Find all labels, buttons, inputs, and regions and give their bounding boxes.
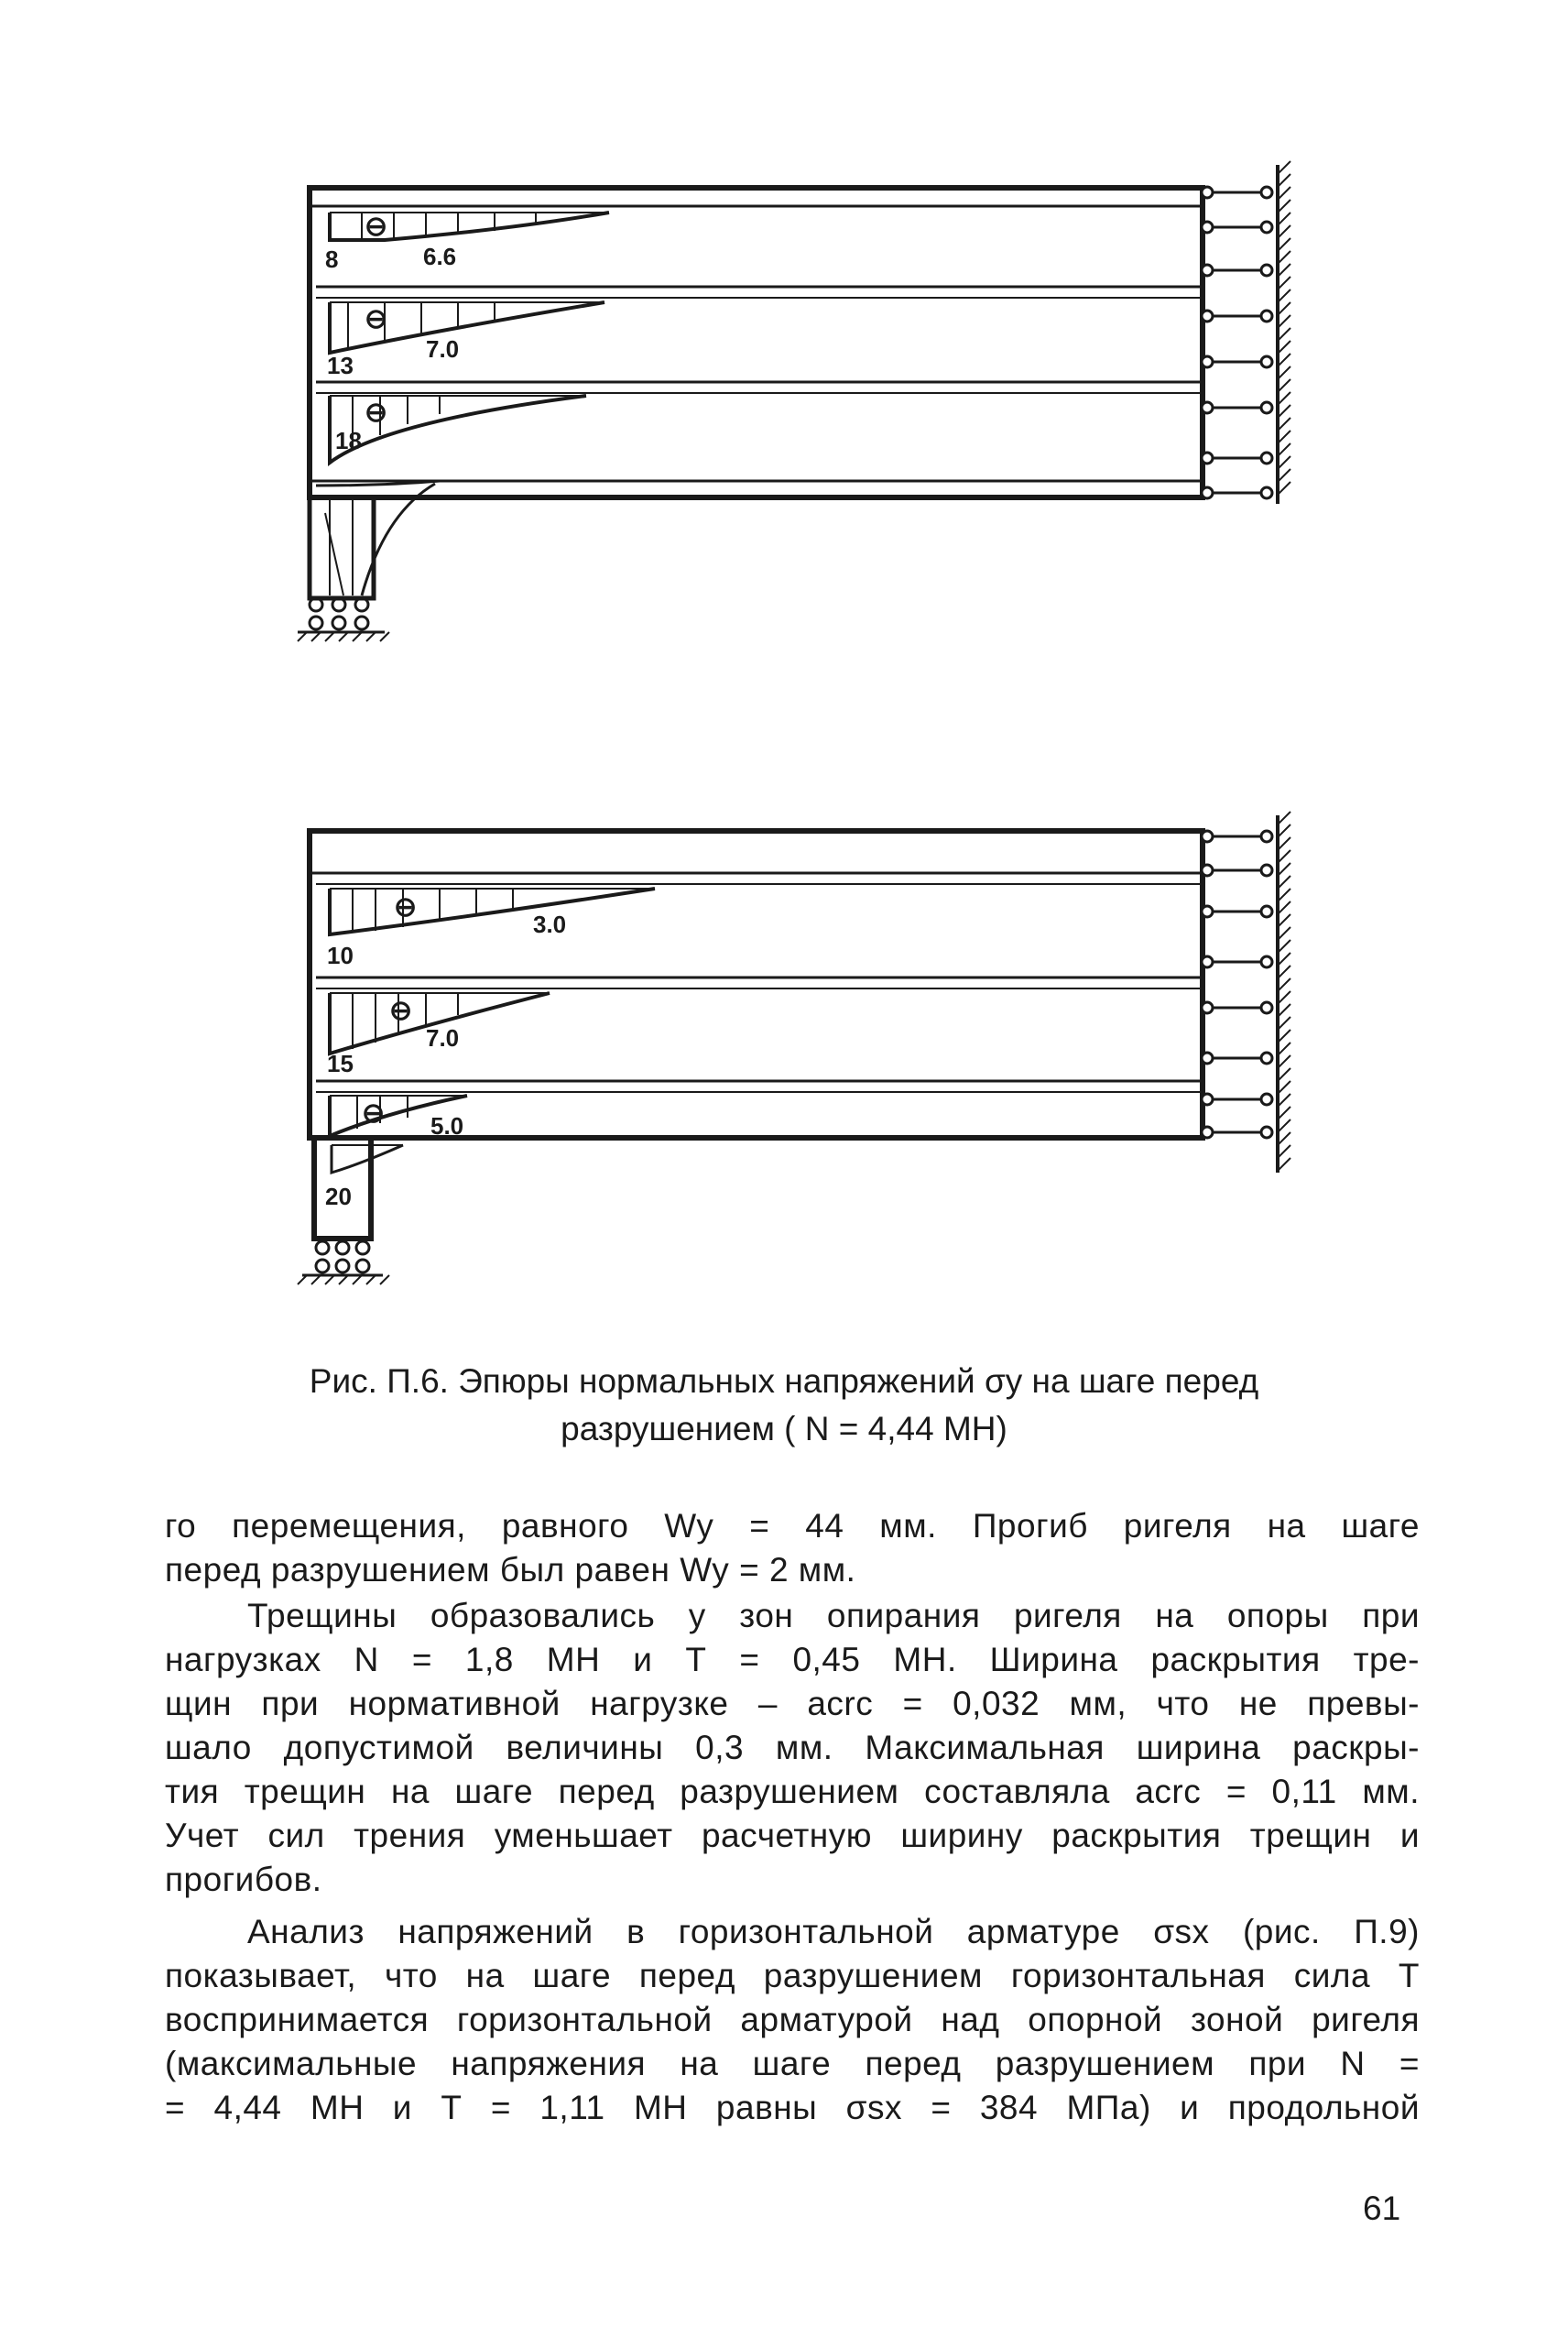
page-number: 61	[1363, 2189, 1401, 2227]
bottom-band3-right-label: 5.0	[430, 1112, 464, 1140]
top-band3-sign: ⊖	[365, 398, 388, 428]
support-hinge	[1202, 311, 1213, 322]
bottom-band1-left-label: 10	[327, 942, 354, 969]
support-hinge	[1261, 1053, 1272, 1064]
top-band1-right-label: 6.6	[423, 243, 457, 270]
support-hinge	[1261, 1094, 1272, 1105]
para2-line-7: прогибов.	[165, 1861, 322, 1898]
top-band3-left-label: 18	[335, 427, 362, 454]
support-hinge	[1261, 356, 1272, 367]
caption-line-1: Рис. П.6. Эпюры нормальных напряжений σy на шаге перед	[309, 1362, 1259, 1400]
bottom-column-label: 20	[325, 1183, 352, 1210]
support-hinge	[1261, 1002, 1272, 1013]
support-hinge	[1261, 402, 1272, 413]
para3-line-1: Анализ напряжений в горизонтальной арматуре σsx (рис. П.9)	[247, 1913, 1420, 1950]
support-hinge	[1261, 487, 1272, 498]
bottom-band2-sign: ⊖	[389, 996, 413, 1026]
top-band1-left-label: 8	[325, 246, 339, 273]
bottom-band1-sign: ⊖	[394, 892, 418, 923]
support-hinge	[1202, 831, 1213, 842]
bottom-band1-right-label: 3.0	[533, 911, 567, 938]
support-hinge	[1261, 831, 1272, 842]
support-hinge	[1261, 865, 1272, 876]
bottom-band2-right-label: 7.0	[426, 1024, 460, 1052]
support-hinge	[1261, 453, 1272, 464]
figure-caption	[0, 1358, 1568, 1453]
support-hinge	[1261, 222, 1272, 233]
para2-line-3: щин при нормативной нагрузке – acrc = 0,032 мм, что не превы-	[165, 1685, 1420, 1722]
top-band2-left-label: 13	[327, 352, 354, 379]
support-hinge	[1202, 1127, 1213, 1138]
support-hinge	[1261, 956, 1272, 967]
caption-line-2: разрушением ( N = 4,44 МН)	[561, 1410, 1007, 1447]
para3-line-2: показывает, что на шаге перед разрушением горизонтальная сила Т	[165, 1957, 1420, 1994]
support-hinge	[1202, 265, 1213, 276]
top-band2-right-label: 7.0	[426, 335, 460, 363]
support-hinge	[1261, 906, 1272, 917]
support-hinge	[1202, 402, 1213, 413]
support-hinge	[1202, 356, 1213, 367]
top-diagram	[298, 161, 1290, 641]
support-hinge	[1202, 1053, 1213, 1064]
para2-line-4: шало допустимой величины 0,3 мм. Максимальная ширина раскры-	[165, 1729, 1420, 1766]
support-hinge	[1202, 906, 1213, 917]
paragraph-3	[165, 1910, 1420, 2130]
support-hinge	[1202, 487, 1213, 498]
para1-line-1: го перемещения, равного Wy = 44 мм. Прогиб ригеля на шаге	[165, 1507, 1420, 1545]
para3-line-4: (максимальные напряжения на шаге перед разрушением при N =	[165, 2045, 1420, 2082]
support-hinge	[1202, 453, 1213, 464]
support-hinge	[1202, 956, 1213, 967]
para2-line-2: нагрузках N = 1,8 МН и Т = 0,45 МН. Ширина раскрытия тре-	[165, 1641, 1420, 1678]
bottom-band2-left-label: 15	[327, 1050, 354, 1077]
paragraph-1	[165, 1504, 1420, 1592]
support-hinge	[1261, 265, 1272, 276]
top-band1-sign: ⊖	[365, 212, 388, 242]
top-band2-sign: ⊖	[365, 304, 388, 334]
support-hinge	[1202, 187, 1213, 198]
para2-line-5: тия трещин на шаге перед разрушением составляла acrc = 0,11 мм.	[165, 1773, 1420, 1810]
support-hinge	[1202, 1002, 1213, 1013]
support-hinge	[1261, 187, 1272, 198]
support-hinge	[1202, 865, 1213, 876]
support-hinge	[1202, 222, 1213, 233]
support-hinge	[1261, 311, 1272, 322]
para2-line-6: Учет сил трения уменьшает расчетную ширину раскрытия трещин и	[165, 1817, 1420, 1854]
para3-line-3: воспринимается горизонтальной арматурой над опорной зоной ригеля	[165, 2001, 1420, 2038]
para3-line-5: = 4,44 МН и Т = 1,11 МН равны σsx = 384 МПа) и продольной	[165, 2089, 1420, 2126]
support-hinge	[1261, 1127, 1272, 1138]
para1-line-2: перед разрушением был равен Wy = 2 мм.	[165, 1551, 856, 1589]
bottom-band3-sign: ⊖	[362, 1098, 386, 1129]
support-hinge	[1202, 1094, 1213, 1105]
paragraph-2	[165, 1594, 1420, 1902]
para2-line-1: Трещины образовались у зон опирания ригеля на опоры при	[247, 1597, 1420, 1634]
